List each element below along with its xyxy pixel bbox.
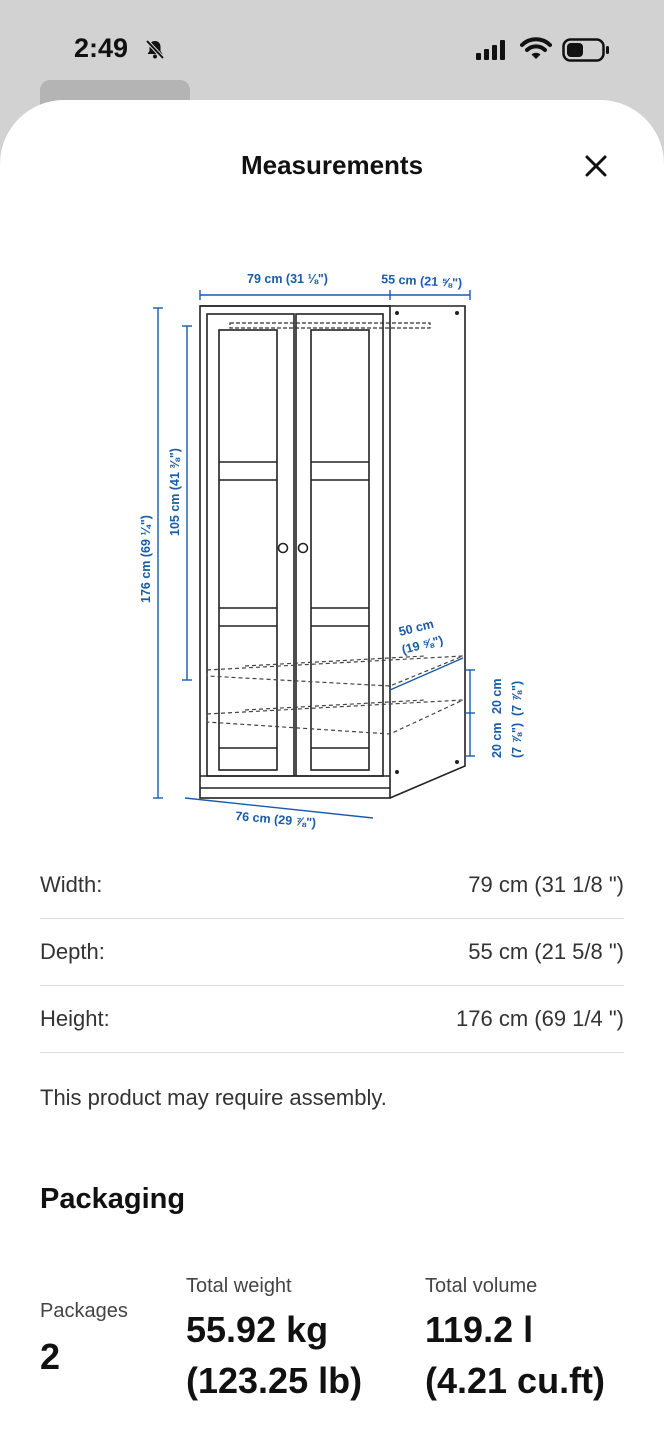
measurements-sheet xyxy=(0,100,664,1440)
dim-base-width-label: 76 cm (29 ⅞") xyxy=(234,809,317,831)
dim-width-label: 79 cm (31 ⅛") xyxy=(247,272,328,286)
silent-bell-icon xyxy=(144,38,166,65)
measurement-row-height xyxy=(40,986,624,1053)
sheet-title: Measurements xyxy=(240,150,424,180)
total-weight-label: Total weight xyxy=(186,1275,292,1297)
measurement-value: 176 cm (69 1/4 ") xyxy=(456,1006,624,1031)
wardrobe-dimension-diagram xyxy=(125,258,545,838)
measurement-row-width xyxy=(40,852,624,919)
total-volume-cuft: (4.21 cu.ft) xyxy=(425,1360,606,1401)
measurement-label: Width: xyxy=(40,872,103,897)
dim-depth-label: 55 cm (21 ⅝") xyxy=(380,272,463,291)
measurement-label: Depth: xyxy=(40,939,105,964)
cellular-signal-icon xyxy=(475,39,509,66)
dim-shelf-gap-lower-label: 20 cm xyxy=(490,722,504,758)
status-time: 2:49 xyxy=(74,33,129,63)
dim-height-label: 176 cm (69 ¼") xyxy=(139,515,153,603)
wifi-icon xyxy=(520,36,552,67)
close-button[interactable] xyxy=(576,146,616,186)
measurement-value: 79 cm (31 1/8 ") xyxy=(468,872,624,897)
packages-label: Packages xyxy=(40,1300,128,1322)
dim-shelf-gap-lower-inches-label: (7 ⅞") xyxy=(510,722,524,758)
dim-shelf-gap-upper-label: 20 cm xyxy=(490,678,504,714)
measurement-value: 55 cm (21 5/8 ") xyxy=(468,939,624,964)
total-volume-l: 119.2 l xyxy=(425,1309,534,1350)
packages-value: 2 xyxy=(40,1336,61,1377)
dim-shelf-gap-upper-inches-label: (7 ⅞") xyxy=(510,680,524,716)
packaging-title: Packaging xyxy=(40,1183,186,1215)
assembly-note: This product may require assembly. xyxy=(40,1085,387,1110)
measurement-row-depth xyxy=(40,919,624,986)
dim-shelf-depth-label: 50 cm xyxy=(397,616,436,639)
close-icon xyxy=(584,154,608,178)
dim-door-height-label: 105 cm (41 ⅜") xyxy=(168,448,182,536)
total-weight-kg: 55.92 kg xyxy=(186,1309,329,1350)
battery-icon xyxy=(562,38,610,67)
dim-shelf-depth-inches-label: (19 ⅝") xyxy=(400,633,445,657)
total-weight-lb: (123.25 lb) xyxy=(186,1360,363,1401)
measurement-label: Height: xyxy=(40,1006,110,1031)
total-volume-label: Total volume xyxy=(425,1275,538,1297)
